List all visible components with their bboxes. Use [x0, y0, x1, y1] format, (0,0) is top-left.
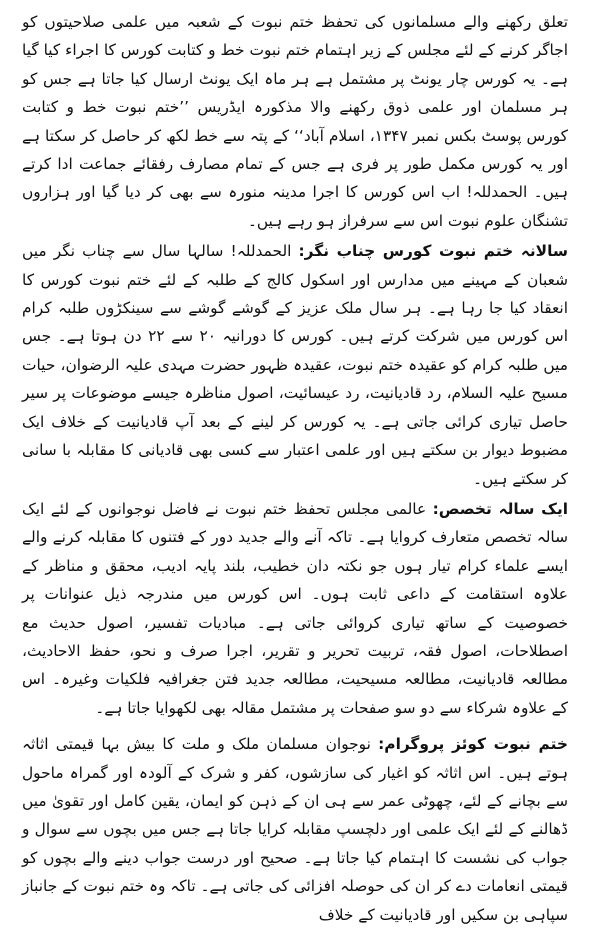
paragraph-text: عالمی مجلس تحفظ ختم نبوت نے فاضل نوجوانوں کے لئے ایک سالہ تخصص متعارف کروایا ہے۔ تاکہ آنے والے جدید دور کے فتنوں کا مقابلہ کرنے والے ایسے علماء کرام تیار ہوں جو نکتہ دان خطیب، بلند پایہ ادیب، محقق و مناظر کے علاوہ استقامت کے داعی ثابت ہوں۔ اس کورس میں مندرجہ ذیل عنوانات پر خصوصیت کے ساتھ تیاری کروائی جاتی ہے۔ مبادیات تفسیر، اصول حدیث مع اصطلاحات، اصول فقہ، تربیت تحریر و تقریر، اجرا صرف و نحو، حفظ الاحادیث، مطالعہ قادیانیت، مطالعہ مسیحیت، مطالعہ جدید فتن جغرافیہ فلکیات وغیرہ۔ اس کے علاوہ شرکاء سے دو سو صفحات پر مشتمل مقالہ بھی لکھوایا جاتا ہے۔ — [22, 499, 568, 717]
paragraph-quiz-program — [22, 730, 568, 929]
paragraph-text: الحمدللہ! سالہا سال سے چناب نگر میں شعبان کے مہینے میں مدارس اور اسکول کالج کے طلبہ کے لئے ختم نبوت کورس کا انعقاد کیا جا رہا ہے۔ ہر سال ملک عزیز کے گوشے گوشے سے سینکڑوں طلبہ کرام اس کورس میں شرکت کرتے ہیں۔ کورس کا دورانیہ ۲۰ سے ۲۲ دن ہوتا ہے۔ جس میں طلبہ کرام کو عقیدہ ختم نبوت، عقیدہ ظہور حضرت مہدی علیہ الرضوان، حیات مسیح علیہ السلام، رد قادیانیت، رد عیسائیت، اصول مناظرہ جیسے موضوعات پر سیر حاصل تیاری کرائی جاتی ہے۔ یہ کورس کر لینے کے بعد آپ قادیانیت کے خلاف ایک مضبوط دیوار بن سکتے ہیں اور علمی اعتبار سے کسی بھی قادیانی کا مقابلہ با سانی کر سکتے ہیں۔ — [22, 242, 568, 488]
paragraph-correspondence-course — [22, 8, 568, 235]
paragraph-text: نوجوان مسلمان ملک و ملت کا بیش بہا قیمتی اثاثہ ہوتے ہیں۔ اس اثاثہ کو اغیار کی سازشوں، کفر و شرک کے آلودہ اور گمراہ ماحول سے بچانے کے لئے، چھوٹی عمر سے ہی ان کے ذہن کو ایمان، یقین کامل اور تقویٰ میں ڈھالنے کے لئے ایک علمی اور دلچسپ مقابلہ کرایا جاتا ہے جس میں بچوں سے سوال و جواب کی نشست کا اہتمام کیا جاتا ہے۔ صحیح اور درست جواب دینے والے بچوں کو قیمتی انعامات دے کر ان کی حوصلہ افزائی کی جاتی ہے۔ تاکہ وہ ختم نبوت کے جانباز سپاہی بن سکیں اور قادیانیت کے خلاف — [22, 735, 568, 924]
paragraph-text: تعلق رکھنے والے مسلمانوں کی تحفظ ختم نبوت کے شعبہ میں علمی صلاحیتوں کو اجاگر کرنے کے لئے مجلس کے زیر اہتمام ختم نبوت خط و کتابت کورس کا اجراء کیا گیا ہے۔ یہ کورس چار یونٹ پر مشتمل ہے ہر ماہ ایک یونٹ ارسال کیا جاتا ہے جس کو ہر مسلمان اور علمی ذوق رکھنے والا مذکورہ ایڈریس ’’ختم نبوت خط و کتابت کورس پوسٹ بکس نمبر ۱۳۴۷، اسلام آباد‘‘ کے پتہ سے خط لکھ کر حاصل کر سکتا ہے اور یہ کورس مکمل طور پر فری ہے جس کے تمام مصارف رفقائے جماعت ادا کرتے ہیں۔ الحمدللہ! اب اس کورس کا اجرا مدینہ منورہ سے بھی کر دیا گیا اور ہزاروں تشنگان علوم نبوت اس سے سرفراز ہو رہے ہیں۔ — [22, 13, 568, 230]
paragraph-annual-course — [22, 237, 568, 493]
paragraph-heading: ختم نبوت کوئز پروگرام: — [378, 735, 568, 754]
paragraph-one-year-specialization — [22, 495, 568, 722]
paragraph-heading: سالانہ ختم نبوت کورس چناب نگر: — [298, 242, 568, 261]
paragraph-heading: ایک سالہ تخصص: — [432, 499, 569, 518]
